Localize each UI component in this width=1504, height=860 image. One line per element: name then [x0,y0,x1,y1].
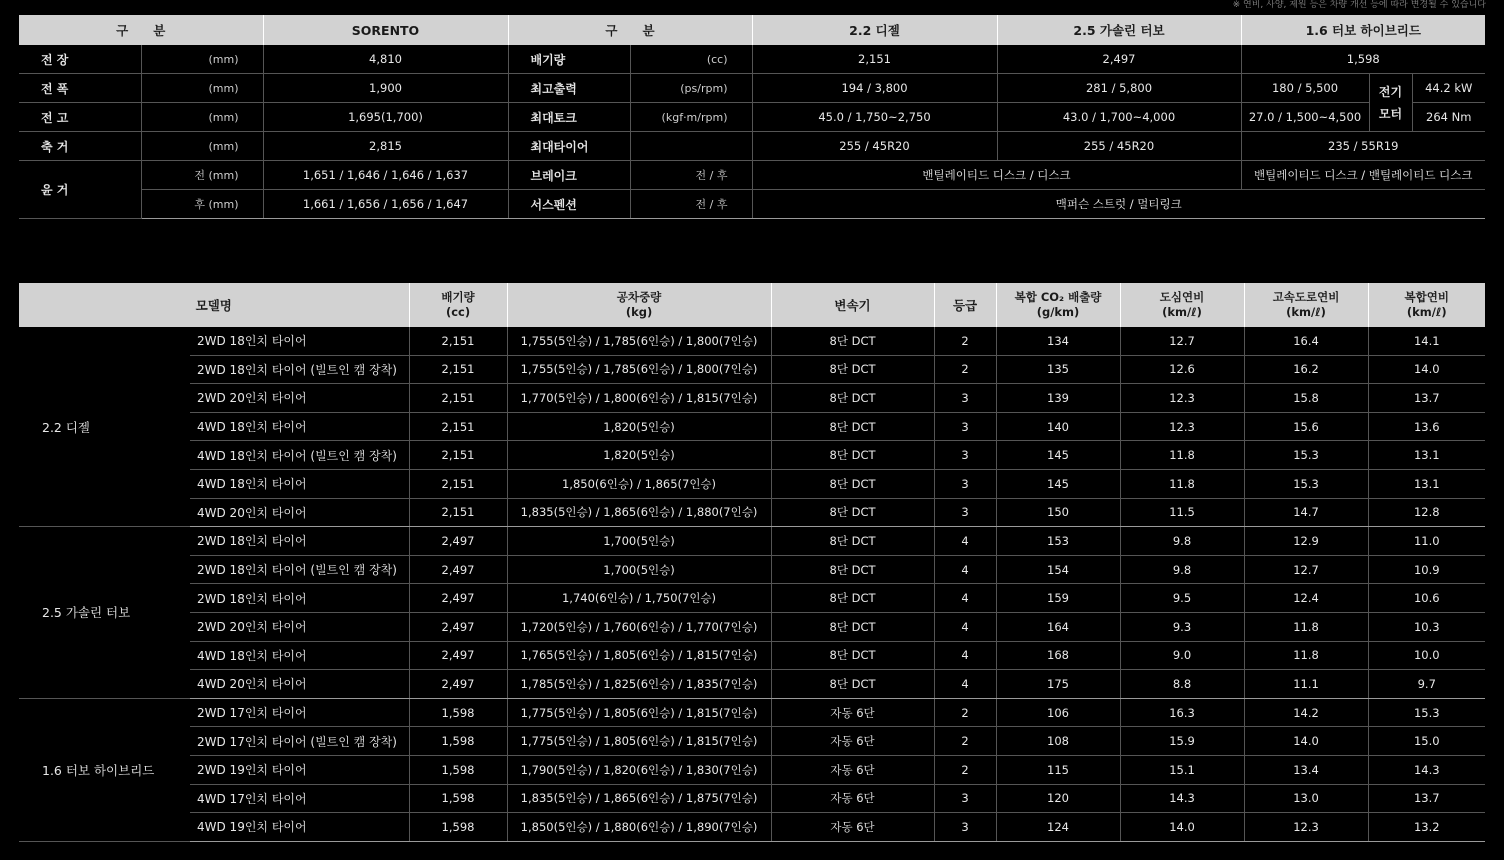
curb-weight-cell: 1,700(5인승) [507,527,771,556]
combined-mpg-cell: 14.1 [1368,327,1485,355]
header-grade [934,283,996,327]
spec-header-diesel: 2.2 디젤 [752,15,997,45]
co2-cell: 175 [996,670,1120,699]
highway-mpg-cell: 12.7 [1244,555,1368,584]
header-main: 고속도로연비 [1272,290,1340,304]
table-row [19,670,1485,699]
table-row [19,498,1485,527]
grade-cell: 2 [934,327,996,355]
curb-weight-cell: 1,770(5인승) / 1,800(6인승) / 1,815(7인승) [507,384,771,413]
model-name-cell: 4WD 18인치 타이어 (빌트인 캠 장착) [190,441,409,470]
spec-unit: (mm) [141,103,263,132]
transmission-cell: 자동 6단 [771,755,934,784]
highway-mpg-cell: 11.1 [1244,670,1368,699]
co2-cell: 108 [996,727,1120,756]
table-row [19,784,1485,813]
displacement-cell: 1,598 [409,698,507,727]
displacement-cell: 2,151 [409,498,507,527]
displacement-cell: 2,497 [409,670,507,699]
displacement-cell: 1,598 [409,727,507,756]
table-row [19,813,1485,842]
spec-header-row [19,15,1485,45]
grade-cell: 2 [934,727,996,756]
curb-weight-cell: 1,720(5인승) / 1,760(6인승) / 1,770(7인승) [507,612,771,641]
model-name-cell: 4WD 19인치 타이어 [190,813,409,842]
spec-label: 전 폭 [19,74,141,103]
spec-gasoline: 281 / 5,800 [997,74,1241,103]
city-mpg-cell: 12.7 [1120,327,1244,355]
displacement-cell: 2,151 [409,355,507,384]
table-row [19,641,1485,670]
spec-label: 축 거 [19,132,141,161]
header-co2 [996,283,1120,327]
grade-cell: 3 [934,813,996,842]
combined-mpg-cell: 13.2 [1368,813,1485,842]
co2-cell: 139 [996,384,1120,413]
table-row [19,469,1485,498]
curb-weight-cell: 1,755(5인승) / 1,785(6인승) / 1,800(7인승) [507,327,771,355]
model-name-cell: 4WD 18인치 타이어 [190,469,409,498]
header-main: 배기량 [441,290,475,304]
transmission-cell: 8단 DCT [771,670,934,699]
transmission-cell: 8단 DCT [771,612,934,641]
displacement-cell: 2,497 [409,527,507,556]
co2-cell: 145 [996,469,1120,498]
grade-cell: 3 [934,441,996,470]
spec-value: 1,900 [263,74,508,103]
curb-weight-cell: 1,850(6인승) / 1,865(7인승) [507,469,771,498]
curb-weight-cell: 1,740(6인승) / 1,750(7인승) [507,584,771,613]
highway-mpg-cell: 15.3 [1244,469,1368,498]
transmission-cell: 8단 DCT [771,527,934,556]
table-row [19,441,1485,470]
transmission-cell: 8단 DCT [771,584,934,613]
co2-cell: 124 [996,813,1120,842]
motor-torque: 264 Nm [1412,103,1485,132]
city-mpg-cell: 9.0 [1120,641,1244,670]
city-mpg-cell: 12.6 [1120,355,1244,384]
city-mpg-cell: 9.5 [1120,584,1244,613]
transmission-cell: 자동 6단 [771,813,934,842]
curb-weight-cell: 1,820(5인승) [507,441,771,470]
model-name-cell: 2WD 18인치 타이어 (빌트인 캠 장착) [190,555,409,584]
transmission-cell: 8단 DCT [771,498,934,527]
displacement-cell: 2,497 [409,641,507,670]
grade-cell: 2 [934,755,996,784]
highway-mpg-cell: 15.3 [1244,441,1368,470]
table-row [19,527,1485,556]
co2-cell: 106 [996,698,1120,727]
grade-cell: 3 [934,469,996,498]
spec-label-right: 배기량 [508,45,630,74]
spec-value: 2,815 [263,132,508,161]
spec-unit-right [630,132,752,161]
header-displacement [409,283,507,327]
spec-label-right: 최대타이어 [508,132,630,161]
combined-mpg-cell: 15.3 [1368,698,1485,727]
brake-hybrid: 밴틸레이티드 디스크 / 밴틸레이티드 디스크 [1241,161,1485,190]
tread-rear-value: 1,661 / 1,656 / 1,656 / 1,647 [263,190,508,219]
model-name-cell: 4WD 18인치 타이어 [190,641,409,670]
displacement-cell: 2,497 [409,555,507,584]
spec-label-right: 최대토크 [508,103,630,132]
city-mpg-cell: 14.3 [1120,784,1244,813]
model-name-cell: 2WD 20인치 타이어 [190,384,409,413]
curb-weight-cell: 1,835(5인승) / 1,865(6인승) / 1,880(7인승) [507,498,771,527]
spec-value: 4,810 [263,45,508,74]
grade-cell: 3 [934,784,996,813]
city-mpg-cell: 15.9 [1120,727,1244,756]
curb-weight-cell: 1,775(5인승) / 1,805(6인승) / 1,815(7인승) [507,727,771,756]
highway-mpg-cell: 12.3 [1244,813,1368,842]
highway-mpg-cell: 13.0 [1244,784,1368,813]
spec-unit: (mm) [141,45,263,74]
spec-gasoline: 2,497 [997,45,1241,74]
displacement-cell: 1,598 [409,755,507,784]
spec-row [19,103,1485,132]
header-unit: (cc) [445,305,471,319]
header-unit: (kg) [625,305,653,319]
co2-cell: 168 [996,641,1120,670]
co2-cell: 164 [996,612,1120,641]
grade-cell: 3 [934,412,996,441]
co2-cell: 115 [996,755,1120,784]
city-mpg-cell: 11.8 [1120,441,1244,470]
model-name-cell: 2WD 17인치 타이어 (빌트인 캠 장착) [190,727,409,756]
city-mpg-cell: 12.3 [1120,412,1244,441]
header-city [1120,283,1244,327]
engine-group-label: 2.5 가솔린 터보 [19,527,190,699]
suspension-all: 맥퍼슨 스트럿 / 멀티링크 [752,190,1485,219]
engine-group-label: 2.2 디젤 [19,327,190,527]
grade-cell: 4 [934,612,996,641]
combined-mpg-cell: 14.0 [1368,355,1485,384]
co2-cell: 154 [996,555,1120,584]
city-mpg-cell: 11.8 [1120,469,1244,498]
spec-unit-right: (cc) [630,45,752,74]
grade-cell: 3 [934,384,996,413]
curb-weight-cell: 1,765(5인승) / 1,805(6인승) / 1,815(7인승) [507,641,771,670]
header-main: 복합 CO₂ 배출량 [1014,290,1102,304]
combined-mpg-cell: 13.6 [1368,412,1485,441]
grade-cell: 4 [934,555,996,584]
spec-label-right: 최고출력 [508,74,630,103]
co2-cell: 153 [996,527,1120,556]
displacement-cell: 1,598 [409,784,507,813]
curb-weight-cell: 1,820(5인승) [507,412,771,441]
co2-cell: 159 [996,584,1120,613]
combined-mpg-cell: 10.6 [1368,584,1485,613]
displacement-cell: 2,151 [409,384,507,413]
combined-mpg-cell: 11.0 [1368,527,1485,556]
spec-header-gasoline: 2.5 가솔린 터보 [997,15,1241,45]
spec-header-hybrid: 1.6 터보 하이브리드 [1241,15,1485,45]
combined-mpg-cell: 12.8 [1368,498,1485,527]
tread-front-unit: 전 (mm) [141,161,263,190]
model-name-cell: 2WD 18인치 타이어 [190,527,409,556]
displacement-cell: 2,151 [409,412,507,441]
highway-mpg-cell: 11.8 [1244,612,1368,641]
spec-row [19,132,1485,161]
tread-front-value: 1,651 / 1,646 / 1,646 / 1,637 [263,161,508,190]
curb-weight-cell: 1,850(5인승) / 1,880(6인승) / 1,890(7인승) [507,813,771,842]
city-mpg-cell: 9.3 [1120,612,1244,641]
co2-cell: 134 [996,327,1120,355]
co2-cell: 145 [996,441,1120,470]
model-name-cell: 4WD 17인치 타이어 [190,784,409,813]
city-mpg-cell: 15.1 [1120,755,1244,784]
model-name-cell: 4WD 20인치 타이어 [190,498,409,527]
city-mpg-cell: 11.5 [1120,498,1244,527]
curb-weight-cell: 1,700(5인승) [507,555,771,584]
spec-label: 전 장 [19,45,141,74]
curb-weight-cell: 1,755(5인승) / 1,785(6인승) / 1,800(7인승) [507,355,771,384]
highway-mpg-cell: 14.7 [1244,498,1368,527]
spec-header-category: 구 분 [19,15,263,45]
transmission-cell: 자동 6단 [771,727,934,756]
displacement-cell: 2,497 [409,612,507,641]
spec-gasoline: 255 / 45R20 [997,132,1241,161]
combined-mpg-cell: 10.0 [1368,641,1485,670]
header-main: 복합연비 [1404,290,1449,304]
header-highway [1244,283,1368,327]
header-combined [1368,283,1485,327]
spec-hybrid: 1,598 [1241,45,1485,74]
brake-diesel-gasoline: 밴틸레이티드 디스크 / 디스크 [752,161,1241,190]
transmission-cell: 8단 DCT [771,641,934,670]
spec-diesel: 2,151 [752,45,997,74]
grade-cell: 2 [934,698,996,727]
displacement-cell: 2,151 [409,469,507,498]
highway-mpg-cell: 16.4 [1244,327,1368,355]
spec-label: 전 고 [19,103,141,132]
displacement-cell: 1,598 [409,813,507,842]
header-curb-weight [507,283,771,327]
fuel-header-row [19,283,1485,327]
model-name-cell: 2WD 18인치 타이어 (빌트인 캠 장착) [190,355,409,384]
transmission-cell: 자동 6단 [771,784,934,813]
table-row [19,355,1485,384]
transmission-cell: 8단 DCT [771,412,934,441]
motor-power: 44.2 kW [1412,74,1485,103]
spec-hybrid: 180 / 5,500 [1241,74,1369,103]
spec-unit-right: 전 / 후 [630,161,752,190]
curb-weight-cell: 1,790(5인승) / 1,820(6인승) / 1,830(7인승) [507,755,771,784]
table-row [19,555,1485,584]
engine-group-label: 1.6 터보 하이브리드 [19,698,190,841]
highway-mpg-cell: 13.4 [1244,755,1368,784]
spec-row [19,45,1485,74]
model-name-cell: 2WD 18인치 타이어 [190,584,409,613]
transmission-cell: 8단 DCT [771,384,934,413]
transmission-cell: 8단 DCT [771,441,934,470]
grade-cell: 4 [934,527,996,556]
spec-hybrid: 235 / 55R19 [1241,132,1485,161]
combined-mpg-cell: 10.9 [1368,555,1485,584]
highway-mpg-cell: 11.8 [1244,641,1368,670]
highway-mpg-cell: 14.0 [1244,727,1368,756]
header-unit: (g/km) [1036,305,1080,319]
spec-diesel: 255 / 45R20 [752,132,997,161]
footnote: ※ 연비, 사양, 제원 등은 차량 개선 등에 따라 변경될 수 있습니다 [1232,0,1486,10]
spec-header-sorento: SORENTO [263,15,508,45]
table-row [19,584,1485,613]
city-mpg-cell: 14.0 [1120,813,1244,842]
header-unit: (km/ℓ) [1162,305,1202,319]
table-row [19,755,1485,784]
model-name-cell: 2WD 19인치 타이어 [190,755,409,784]
header-main: 공차중량 [616,290,662,304]
header-main: 도심연비 [1159,290,1205,304]
combined-mpg-cell: 13.1 [1368,441,1485,470]
table-row [19,412,1485,441]
grade-cell: 4 [934,584,996,613]
spec-label-right: 서스펜션 [508,190,630,219]
spec-unit-right: (kgf·m/rpm) [630,103,752,132]
motor-label: 전기 모터 [1369,74,1412,132]
model-name-cell: 2WD 18인치 타이어 [190,327,409,355]
tread-label: 윤 거 [19,161,141,219]
city-mpg-cell: 12.3 [1120,384,1244,413]
spec-row [19,190,1485,219]
combined-mpg-cell: 14.3 [1368,755,1485,784]
grade-cell: 4 [934,641,996,670]
curb-weight-cell: 1,775(5인승) / 1,805(6인승) / 1,815(7인승) [507,698,771,727]
spec-diesel: 45.0 / 1,750~2,750 [752,103,997,132]
model-name-cell: 4WD 18인치 타이어 [190,412,409,441]
city-mpg-cell: 9.8 [1120,527,1244,556]
highway-mpg-cell: 12.4 [1244,584,1368,613]
table-row [19,727,1485,756]
header-main: 변속기 [834,297,871,313]
city-mpg-cell: 8.8 [1120,670,1244,699]
spec-unit-right: 전 / 후 [630,190,752,219]
header-transmission [771,283,934,327]
tread-rear-unit: 후 (mm) [141,190,263,219]
table-row [19,698,1485,727]
combined-mpg-cell: 10.3 [1368,612,1485,641]
city-mpg-cell: 16.3 [1120,698,1244,727]
grade-cell: 2 [934,355,996,384]
co2-cell: 135 [996,355,1120,384]
model-name-cell: 2WD 17인치 타이어 [190,698,409,727]
header-unit: (km/ℓ) [1286,305,1326,319]
highway-mpg-cell: 15.8 [1244,384,1368,413]
header-main: 등급 [952,297,978,313]
transmission-cell: 8단 DCT [771,555,934,584]
fuel-economy-table [19,283,1485,842]
transmission-cell: 자동 6단 [771,698,934,727]
grade-cell: 3 [934,498,996,527]
model-name-cell: 4WD 20인치 타이어 [190,670,409,699]
spec-diesel: 194 / 3,800 [752,74,997,103]
co2-cell: 150 [996,498,1120,527]
combined-mpg-cell: 15.0 [1368,727,1485,756]
displacement-cell: 2,497 [409,584,507,613]
combined-mpg-cell: 13.7 [1368,384,1485,413]
combined-mpg-cell: 13.7 [1368,784,1485,813]
header-model-label: 모델명 [195,297,232,313]
spec-gasoline: 43.0 / 1,700~4,000 [997,103,1241,132]
spec-value: 1,695(1,700) [263,103,508,132]
spec-unit: (mm) [141,74,263,103]
curb-weight-cell: 1,835(5인승) / 1,865(6인승) / 1,875(7인승) [507,784,771,813]
spec-row [19,74,1485,103]
table-row [19,612,1485,641]
spec-hybrid: 27.0 / 1,500~4,500 [1241,103,1369,132]
highway-mpg-cell: 14.2 [1244,698,1368,727]
model-name-cell: 2WD 20인치 타이어 [190,612,409,641]
highway-mpg-cell: 15.6 [1244,412,1368,441]
fuel-table-body [19,327,1485,841]
transmission-cell: 8단 DCT [771,327,934,355]
header-unit: (km/ℓ) [1406,305,1447,319]
spec-unit: (mm) [141,132,263,161]
spec-header-category-2: 구 분 [508,15,752,45]
displacement-cell: 2,151 [409,441,507,470]
highway-mpg-cell: 12.9 [1244,527,1368,556]
table-row [19,384,1485,413]
spec-unit-right: (ps/rpm) [630,74,752,103]
co2-cell: 120 [996,784,1120,813]
combined-mpg-cell: 13.1 [1368,469,1485,498]
displacement-cell: 2,151 [409,327,507,355]
header-model [19,283,409,327]
spec-table [19,15,1485,219]
curb-weight-cell: 1,785(5인승) / 1,825(6인승) / 1,835(7인승) [507,670,771,699]
transmission-cell: 8단 DCT [771,469,934,498]
highway-mpg-cell: 16.2 [1244,355,1368,384]
spec-row [19,161,1485,190]
city-mpg-cell: 9.8 [1120,555,1244,584]
table-row [19,327,1485,355]
transmission-cell: 8단 DCT [771,355,934,384]
co2-cell: 140 [996,412,1120,441]
grade-cell: 4 [934,670,996,699]
combined-mpg-cell: 9.7 [1368,670,1485,699]
spec-label-right: 브레이크 [508,161,630,190]
